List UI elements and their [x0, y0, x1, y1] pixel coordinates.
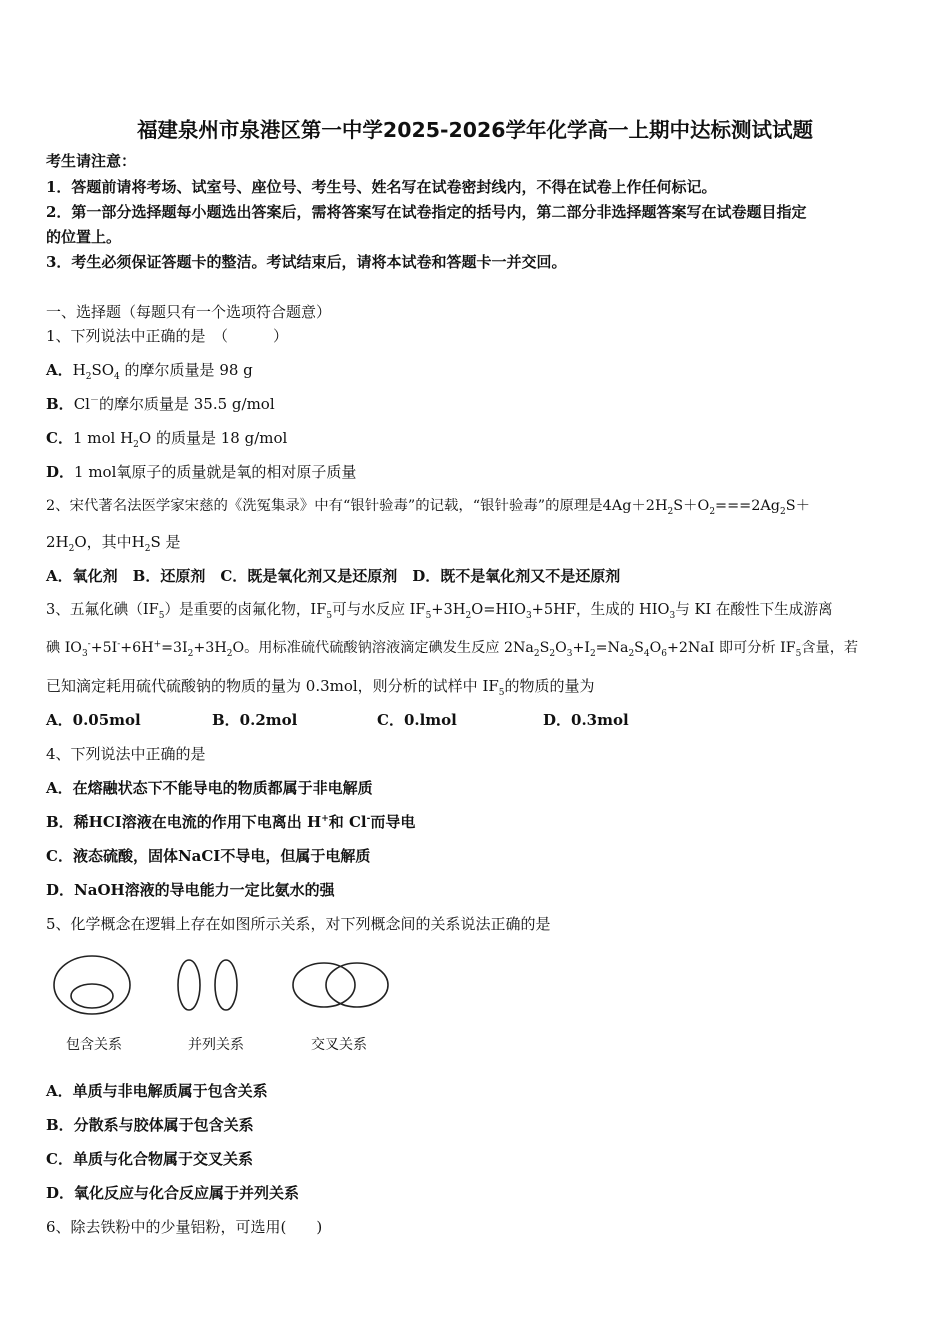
subscript: 2 — [779, 506, 786, 517]
stem-text: =3I — [161, 640, 188, 656]
subscript: 2 — [85, 372, 92, 382]
subscript: 2 — [187, 648, 194, 659]
subscript: 2 — [667, 506, 674, 517]
equation-text: 4Ag＋2H — [602, 498, 668, 514]
stem-text: ）是重要的卤氟化物，IF — [164, 601, 327, 618]
equation-text: S＋O — [673, 498, 710, 514]
equation-text: 2H — [46, 533, 69, 551]
question-3-stem-line-2 — [46, 638, 858, 658]
question-5-stem: 5、化学概念在逻辑上存在如图所示关系，对下列概念间的关系说法正确的是 — [46, 915, 551, 933]
stem-text: O，其中H — [74, 533, 145, 551]
question-4-option-d: D．NaOH溶液的导电能力一定比氨水的强 — [46, 881, 335, 899]
question-5-option-d: D．氧化反应与化合反应属于并列关系 — [46, 1184, 300, 1202]
question-1-stem: 1、下列说法中正确的是 （ ） — [46, 327, 289, 345]
question-4-option-a: A．在熔融状态下不能导电的物质都属于非电解质 — [46, 779, 373, 797]
superscript: - — [117, 639, 121, 650]
stem-text: +3H — [193, 640, 227, 656]
stem-text: +6H — [120, 640, 154, 656]
option-text: 而导电 — [370, 813, 416, 831]
option-label: A． — [46, 361, 73, 379]
subscript: 2 — [628, 648, 635, 659]
option-text: 和 Cl — [328, 813, 367, 831]
stem-text: 碘 IO — [46, 640, 82, 656]
stem-text: 与 KI 在酸性下生成游离 — [675, 601, 833, 618]
option-label: D． — [46, 463, 75, 481]
question-1-option-c — [46, 428, 287, 448]
stem-text: 已知滴定耗用硫代硫酸钠的物质的量为 0.3mol，则分析的试样中 IF — [46, 677, 499, 695]
subscript: 2 — [549, 648, 556, 659]
formula-text: 1 mol H — [72, 429, 134, 447]
superscript: - — [366, 814, 371, 824]
superscript: － — [89, 396, 99, 406]
subscript: 2 — [465, 610, 472, 621]
stem-text: O。用标准硫代硫酸钠溶液滴定碘发生反应 2Na — [232, 640, 534, 656]
stem-text: +5I — [90, 640, 118, 656]
option-text: 的摩尔质量是 35.5 g/mol — [98, 395, 275, 413]
question-3-option-d: D．0.3mol — [543, 711, 629, 729]
subscript: 3 — [566, 648, 573, 659]
question-3-stem-line-3 — [46, 676, 595, 696]
page-title: 福建泉州市泉港区第一中学2025-2026学年化学高一上期中达标测试试题 — [136, 118, 814, 142]
option-text: 的摩尔质量是 98 g — [119, 361, 253, 379]
subscript: 5 — [425, 610, 432, 621]
subscript: 3 — [525, 610, 532, 621]
subscript: 2 — [133, 440, 139, 450]
question-5-option-a: A．单质与非电解质属于包含关系 — [46, 1082, 268, 1100]
question-2-stem — [46, 496, 810, 516]
stem-text: 含量，若 — [801, 640, 859, 656]
subscript: 4 — [643, 648, 650, 659]
superscript: + — [321, 814, 329, 824]
intersect-right-ellipse — [326, 963, 388, 1007]
subscript: 2 — [709, 506, 716, 517]
stem-text: 可与水反应 IF — [332, 601, 426, 618]
notice-item: 3．考生必须保证答题卡的整洁。考试结束后，请将本试卷和答题卡一并交回。 — [46, 253, 567, 271]
question-5-option-b: B．分散系与胶体属于包含关系 — [46, 1116, 254, 1134]
stem-text: +5HF，生成的 HIO — [531, 601, 670, 618]
formula-text: Cl — [73, 395, 90, 413]
notice-item: 的位置上。 — [46, 228, 122, 246]
stem-text: 2、宋代著名法医学家宋慈的《洗冤集录》中有“银针验毒”的记载，“银针验毒”的原理是 — [46, 498, 603, 514]
containing-inner-ellipse — [71, 984, 113, 1008]
stem-text: S 是 — [150, 533, 181, 551]
question-4-stem: 4、下列说法中正确的是 — [46, 745, 206, 763]
option-text: 1 mol氧原子的质量就是氧的相对原子质量 — [74, 463, 357, 481]
subscript: 2 — [68, 544, 75, 554]
diagram-label-intersect: 交叉关系 — [311, 1037, 367, 1053]
question-3-option-c: C．0.lmol — [377, 711, 457, 729]
equation-text: ===2Ag — [715, 498, 780, 514]
section-heading: 一、选择题（每题只有一个选项符合题意） — [46, 303, 332, 321]
stem-text: O=HIO — [471, 601, 526, 618]
notice-item: 1．答题前请将考场、试室号、座位号、考生号、姓名写在试卷密封线内，不得在试卷上作任何标记。 — [46, 178, 717, 196]
subscript: 5 — [158, 610, 165, 621]
question-4-option-b — [46, 812, 415, 832]
notice-heading: 考生请注意： — [46, 152, 137, 170]
stem-text: 的物质的量为 — [504, 677, 595, 695]
stem-text: =Na — [595, 640, 629, 656]
subscript: 4 — [114, 372, 120, 382]
parallel-right-ellipse — [215, 960, 237, 1010]
intersect-left-ellipse — [293, 963, 355, 1007]
formula-text: H — [72, 361, 86, 379]
parallel-left-ellipse — [178, 960, 200, 1010]
subscript: 5 — [326, 610, 333, 621]
question-2-stem-cont — [46, 532, 181, 552]
question-3-option-b: B．0.2mol — [212, 711, 298, 729]
diagram-label-parallel: 并列关系 — [188, 1037, 244, 1053]
option-text: O 的质量是 18 g/mol — [138, 429, 288, 447]
stem-text: O — [649, 640, 662, 656]
subscript: 2 — [533, 648, 540, 659]
question-1-option-a — [46, 360, 253, 380]
question-1-option-b — [46, 394, 275, 414]
option-label: C． — [46, 429, 73, 447]
notice-item: 2．第一部分选择题每小题选出答案后，需将答案写在试卷指定的括号内，第二部分非选择题答案写在试卷题目指定 — [46, 203, 807, 221]
equation-text: S＋ — [785, 498, 810, 514]
question-4-option-c: C．液态硫酸，固体NaCI不导电，但属于电解质 — [46, 847, 371, 865]
containing-outer-ellipse — [54, 956, 130, 1014]
subscript: 2 — [589, 648, 596, 659]
question-3-stem-line-1 — [46, 600, 833, 620]
subscript: 5 — [498, 688, 505, 698]
formula-text: SO — [91, 361, 115, 379]
stem-text: +3H — [431, 601, 466, 618]
subscript: 2 — [144, 544, 151, 554]
stem-text: +2NaI 即可分析 IF — [667, 640, 796, 656]
question-6-stem: 6、除去铁粉中的少量铝粉，可选用( ) — [46, 1218, 323, 1236]
stem-text: S — [634, 640, 644, 656]
stem-text: S — [539, 640, 550, 656]
subscript: 2 — [226, 648, 233, 659]
stem-text: 3、五氟化碘（IF — [46, 601, 159, 618]
stem-text: +I — [572, 640, 590, 656]
option-text: B．稀HCI溶液在电流的作用下电离出 H — [46, 813, 322, 831]
superscript: + — [153, 639, 162, 650]
diagram-label-containing: 包含关系 — [66, 1037, 122, 1053]
question-1-option-d — [46, 462, 356, 482]
superscript: - — [87, 639, 91, 650]
option-label: B． — [46, 395, 74, 413]
stem-text: O — [555, 640, 567, 656]
subscript: 3 — [669, 610, 676, 621]
question-2-options: A．氧化剂 B．还原剂 C．既是氧化剂又是还原剂 D．既不是氧化剂又不是还原剂 — [46, 567, 621, 585]
question-3-option-a: A．0.05mol — [46, 711, 141, 729]
relation-shapes — [46, 952, 406, 1022]
question-5-option-c: C．单质与化合物属于交叉关系 — [46, 1150, 253, 1168]
subscript: 6 — [661, 648, 668, 659]
subscript: 5 — [795, 648, 802, 659]
concept-relation-diagram — [46, 952, 406, 1057]
subscript: 3 — [81, 648, 88, 659]
